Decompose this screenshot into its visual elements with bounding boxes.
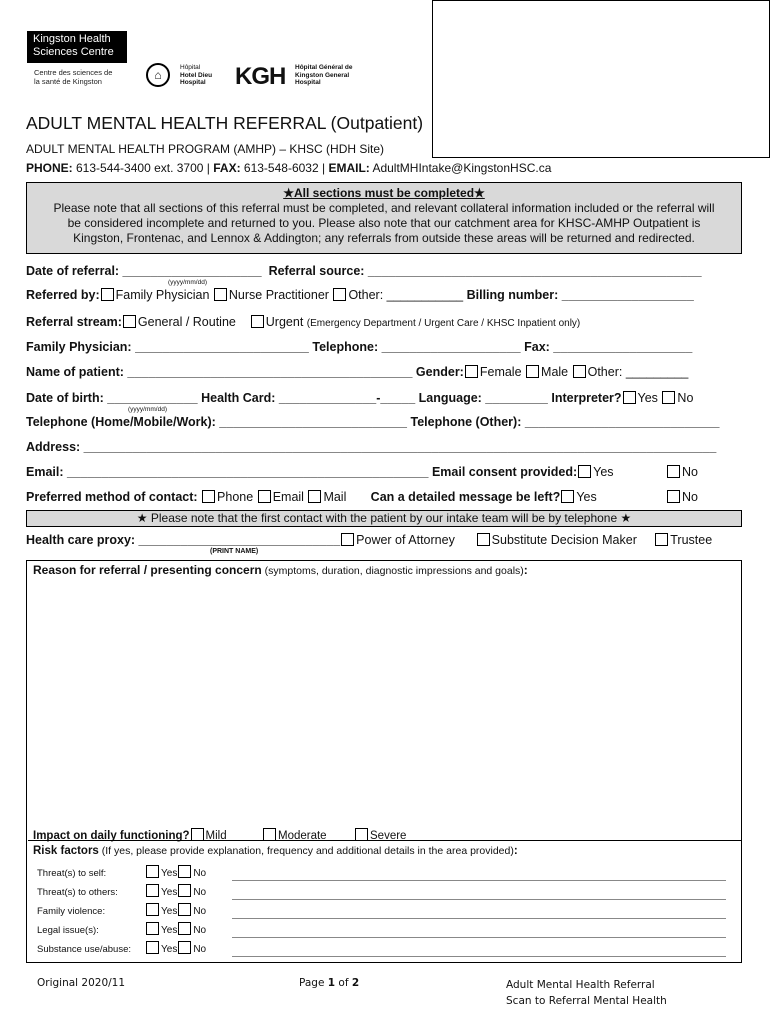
- referred-by-label: Referred by:: [26, 288, 100, 302]
- footer-original-date: Original 2020/11: [37, 977, 126, 989]
- interpreter-label: Interpreter?: [551, 391, 622, 405]
- interpreter-no-checkbox[interactable]: [662, 391, 675, 404]
- email-consent-no: [666, 465, 698, 479]
- risk-family-no-checkbox[interactable]: [178, 903, 191, 916]
- reason-colon: :: [523, 563, 528, 577]
- language-field[interactable]: Language: _________: [418, 391, 548, 405]
- interpreter-no-label: No: [677, 391, 694, 405]
- female-checkbox[interactable]: [465, 365, 478, 378]
- risk-legal-yes-label: Yes: [161, 925, 178, 936]
- reason-hint: (symptoms, duration, diagnostic impressions and goals): [261, 565, 524, 577]
- form-title: ADULT MENTAL HEALTH REFERRAL (Outpatient): [26, 113, 424, 133]
- kgh-name: [295, 64, 352, 87]
- nurse-practitioner-checkbox[interactable]: [214, 288, 227, 301]
- risk-heading: [33, 845, 518, 857]
- email-field[interactable]: Email: ____________________________________________________: [26, 465, 429, 479]
- risk-legal-details-line[interactable]: [232, 937, 726, 938]
- dob-format-hint: (yyyy/mm/dd): [128, 406, 167, 413]
- address-field[interactable]: Address: ___________________________________________________________________________________________: [26, 440, 717, 454]
- email-checkbox[interactable]: [258, 490, 271, 503]
- risk-substance-yes-label: Yes: [161, 944, 178, 955]
- risk-substance-options: [145, 941, 206, 955]
- email-consent-yes-label: Yes: [593, 465, 614, 479]
- impact-divider: [28, 840, 742, 841]
- np-option: Nurse Practitioner: [228, 288, 329, 302]
- billing-number-field[interactable]: Billing number: ___________________: [466, 288, 694, 302]
- interpreter-yes-label: Yes: [637, 391, 658, 405]
- sdm-checkbox[interactable]: [477, 533, 490, 546]
- detailed-message-no-checkbox[interactable]: [667, 490, 680, 503]
- interpreter-yes-checkbox[interactable]: [623, 391, 636, 404]
- page-num: 1: [327, 977, 336, 989]
- risk-others-details-line[interactable]: [232, 899, 726, 900]
- email-option: Email: [272, 490, 304, 504]
- urgent-option: Urgent: [265, 315, 304, 329]
- proxy-field[interactable]: Health care proxy: _____________________________: [26, 533, 341, 547]
- referral-date-row: [26, 264, 702, 278]
- telephone-row: [26, 415, 720, 429]
- referral-stream-label: Referral stream:: [26, 315, 122, 329]
- page-of: of: [335, 977, 352, 989]
- kgh-logo: KGH: [235, 63, 286, 90]
- detailed-message-yes-checkbox[interactable]: [561, 490, 574, 503]
- general-routine-checkbox[interactable]: [123, 315, 136, 328]
- preferred-contact-row: [26, 490, 597, 504]
- khsc-fr-line1: Centre des sciences de: [34, 68, 113, 77]
- risk-label-family: Family violence:: [37, 906, 106, 917]
- impact-label: Impact on daily functioning?: [33, 830, 190, 842]
- risk-others-yes-checkbox[interactable]: [146, 884, 159, 897]
- dob-field[interactable]: Date of birth: _____________: [26, 391, 198, 405]
- risk-substance-yes-checkbox[interactable]: [146, 941, 159, 954]
- risk-self-yes-checkbox[interactable]: [146, 865, 159, 878]
- risk-family-details-line[interactable]: [232, 918, 726, 919]
- fax-label: FAX:: [213, 161, 241, 175]
- date-of-referral-field[interactable]: Date of referral: ____________________: [26, 264, 262, 278]
- gender-other-field[interactable]: Other: _________: [587, 365, 689, 379]
- phone-option: Phone: [217, 490, 254, 504]
- program-name: ADULT MENTAL HEALTH PROGRAM (AMHP) – KHSC (HDH Site): [26, 142, 385, 156]
- risk-substance-no-checkbox[interactable]: [178, 941, 191, 954]
- family-physician-field[interactable]: Family Physician: _________________________: [26, 340, 309, 354]
- date-format-hint: (yyyy/mm/dd): [168, 279, 207, 286]
- page-prefix: Page: [299, 977, 328, 989]
- print-name-hint: (PRINT NAME): [210, 548, 259, 555]
- email-consent-no-checkbox[interactable]: [667, 465, 680, 478]
- referred-by-row: [26, 288, 694, 302]
- telephone-other-field[interactable]: Telephone (Other): ____________________________: [410, 415, 720, 429]
- risk-self-details-line[interactable]: [232, 880, 726, 881]
- gender-label: Gender:: [415, 365, 464, 379]
- email-consent-yes-checkbox[interactable]: [578, 465, 591, 478]
- risk-self-no-label: No: [193, 868, 207, 879]
- email-row: [26, 465, 614, 479]
- risk-family-yes-label: Yes: [161, 906, 178, 917]
- general-routine-option: General / Routine: [137, 315, 236, 329]
- risk-legal-no-label: No: [193, 925, 207, 936]
- notice-line1: Please note that all sections of this referral must be completed, and relevant collateral information included or the referral will: [53, 201, 715, 215]
- kgh-line2: Kingston General: [295, 71, 350, 79]
- risk-label: Risk factors: [33, 845, 99, 857]
- risk-substance-no-label: No: [193, 944, 207, 955]
- notice-box: [26, 182, 742, 254]
- trustee-option: Trustee: [670, 533, 713, 547]
- hdieu-line2: Hotel Dieu: [180, 71, 213, 79]
- page-total: 2: [351, 977, 360, 989]
- health-card-field[interactable]: Health Card: ______________-_____: [201, 391, 416, 405]
- email-value: AdultMHIntake@KingstonHSC.ca: [369, 161, 552, 175]
- patient-row: [26, 365, 688, 379]
- proxy-row: [26, 533, 712, 547]
- khsc-logo: [27, 31, 127, 63]
- khsc-logo-line2: Sciences Centre: [33, 46, 114, 58]
- fax-field[interactable]: Fax: ____________________: [524, 340, 693, 354]
- risk-others-no-label: No: [193, 887, 207, 898]
- sdm-option: Substitute Decision Maker: [491, 533, 637, 547]
- phone-label: PHONE:: [26, 161, 73, 175]
- risk-others-options: [145, 884, 206, 898]
- urgent-checkbox[interactable]: [251, 315, 264, 328]
- male-option: Male: [541, 365, 569, 379]
- risk-others-no-checkbox[interactable]: [178, 884, 191, 897]
- risk-self-yes-label: Yes: [161, 868, 178, 879]
- referral-stream-row: [26, 315, 580, 329]
- risk-label-others: Threat(s) to others:: [37, 887, 118, 898]
- severe-option: Severe: [370, 830, 407, 842]
- dob-row: [26, 391, 693, 405]
- patient-name-field[interactable]: Name of patient: _________________________________________: [26, 365, 413, 379]
- footer-form-name: [506, 977, 667, 1009]
- poa-checkbox[interactable]: [341, 533, 354, 546]
- gender-other-checkbox[interactable]: [573, 365, 586, 378]
- risk-self-no-checkbox[interactable]: [178, 865, 191, 878]
- stamp-box: [432, 0, 770, 158]
- footer-right-line1: Adult Mental Health Referral: [506, 979, 655, 991]
- detailed-message-no-label: No: [682, 490, 698, 504]
- risk-label-legal: Legal issue(s):: [37, 925, 99, 936]
- kgh-line3: Hospital: [295, 79, 321, 86]
- notice-heading: ★All sections must be completed★: [283, 186, 485, 200]
- family-physician-option: Family Physician: [115, 288, 210, 302]
- hotel-dieu-logo-icon: ⌂: [146, 63, 170, 87]
- detailed-message-no: [666, 490, 698, 504]
- contact-note-banner: ★ Please note that the first contact with the patient by our intake team will be by telephone ★: [26, 510, 742, 527]
- email-consent-label: Email consent provided:: [431, 465, 578, 479]
- risk-others-yes-label: Yes: [161, 887, 178, 898]
- other-referrer-field[interactable]: Other: ___________: [348, 288, 464, 302]
- risk-substance-details-line[interactable]: [232, 956, 726, 957]
- reason-for-referral-box[interactable]: [26, 560, 742, 963]
- urgent-note: (Emergency Department / Urgent Care / KHSC Inpatient only): [306, 318, 581, 329]
- detailed-message-yes-label: Yes: [576, 490, 597, 504]
- telephone-home-field[interactable]: Telephone (Home/Mobile/Work): ___________________________: [26, 415, 407, 429]
- phone-value: 613-544-3400 ext. 3700 |: [72, 161, 214, 175]
- mail-checkbox[interactable]: [308, 490, 321, 503]
- risk-legal-no-checkbox[interactable]: [178, 922, 191, 935]
- risk-legal-yes-checkbox[interactable]: [146, 922, 159, 935]
- hdieu-line1: Hôpital: [180, 64, 201, 71]
- reason-label: Reason for referral / presenting concern: [33, 563, 262, 577]
- footer-right-line2: Scan to Referral Mental Health: [506, 995, 667, 1007]
- risk-family-yes-checkbox[interactable]: [146, 903, 159, 916]
- hotel-dieu-name: [180, 64, 212, 87]
- hdieu-line3: Hospital: [180, 79, 206, 86]
- detailed-message-label: Can a detailed message be left?: [370, 490, 561, 504]
- female-option: Female: [479, 365, 522, 379]
- family-physician-checkbox[interactable]: [101, 288, 114, 301]
- khsc-logo-line1: Kingston Health: [33, 33, 111, 45]
- contact-line: [26, 161, 551, 175]
- preferred-contact-label: Preferred method of contact:: [26, 490, 198, 504]
- phone-checkbox[interactable]: [202, 490, 215, 503]
- risk-self-options: [145, 865, 206, 879]
- risk-label-self: Threat(s) to self:: [37, 868, 107, 879]
- risk-family-options: [145, 903, 206, 917]
- notice-line2: be considered incomplete and returned to you. Please also note that our catchment area for KHSC-AMHP Outpatient is: [67, 216, 701, 230]
- risk-legal-options: [145, 922, 206, 936]
- mail-option: Mail: [323, 490, 347, 504]
- risk-hint: (If yes, please provide explanation, frequency and additional details in the area provided): [98, 845, 514, 857]
- khsc-french-name: [34, 68, 112, 86]
- trustee-checkbox[interactable]: [655, 533, 668, 546]
- risk-colon: :: [513, 845, 518, 857]
- fax-value: 613-548-6032 |: [240, 161, 329, 175]
- footer-page-number: [299, 977, 359, 989]
- risk-family-no-label: No: [193, 906, 207, 917]
- mild-option: Mild: [205, 830, 227, 842]
- family-physician-row: [26, 340, 692, 354]
- telephone-field[interactable]: Telephone: ____________________: [312, 340, 521, 354]
- kgh-line1: Hôpital Général de: [295, 64, 353, 71]
- email-label: EMAIL:: [328, 161, 370, 175]
- male-checkbox[interactable]: [526, 365, 539, 378]
- other-referrer-checkbox[interactable]: [333, 288, 346, 301]
- khsc-fr-line2: la santé de Kingston: [34, 77, 102, 86]
- email-consent-no-label: No: [682, 465, 698, 479]
- moderate-option: Moderate: [278, 830, 327, 842]
- notice-line3: Kingston, Frontenac, and Lennox & Addington; any referrals from outside these areas will be returned and redirected.: [73, 231, 695, 245]
- reason-heading: [33, 563, 528, 577]
- poa-option: Power of Attorney: [356, 533, 455, 547]
- referral-source-field[interactable]: Referral source: ________________________________________________: [268, 264, 702, 278]
- risk-label-substance: Substance use/abuse:: [37, 944, 132, 955]
